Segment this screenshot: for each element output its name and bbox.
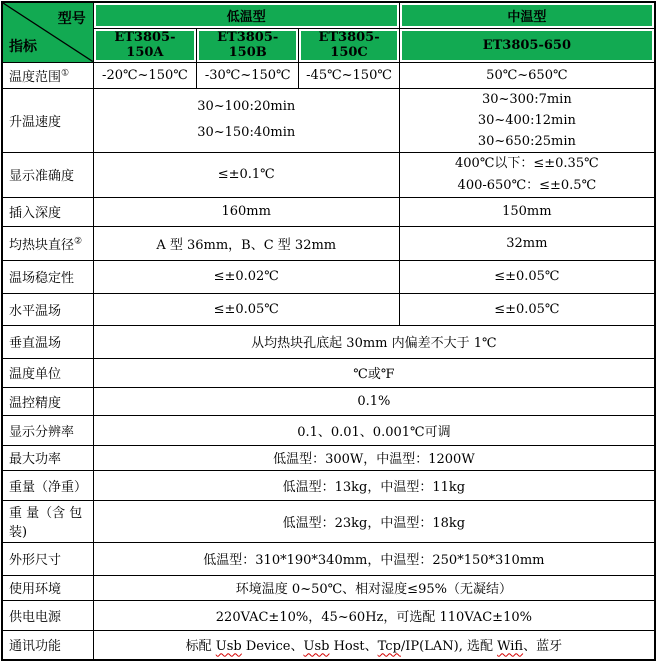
group-header-mid-temp: 中温型 [399,2,655,28]
row-label-temp-range: 温度范围① [2,62,93,88]
cell-display-accuracy-mid: 400℃以下：≤±0.35℃ 400-650℃：≤±0.5℃ [399,152,655,197]
cell-temp-range-150a: -20℃~150℃ [93,62,196,88]
cell-heating-rate-mid: 30~300:7min 30~400:12min 30~650:25min [399,88,655,152]
cell-horizontal-field-mid: ≤±0.05℃ [399,293,655,325]
table-row-block-diameter [2,226,655,260]
row-label-max-power: 最大功率 [2,445,93,470]
spec-table [1,1,656,661]
table-row-horizontal-field [2,293,655,325]
table-row-weight-packed [2,500,655,542]
table-row-vertical-field [2,325,655,358]
table-row-temp-unit [2,358,655,387]
row-label-weight-net: 重量（净重） [2,470,93,500]
table-row-communication [2,630,655,660]
cell-communication: 标配 Usb Device、Usb Host、Tcp/IP(LAN), 选配 Wifi、蓝牙 [93,630,655,660]
spellcheck-word: Usb [215,639,242,655]
table-row-insertion-depth [2,197,655,226]
table-row-max-power [2,445,655,470]
header-row-groups [2,2,655,28]
cell-field-stability-mid: ≤±0.05℃ [399,260,655,293]
model-header-150a: ET3805-150A [93,28,196,62]
row-label-environment: 使用环境 [2,575,93,600]
cell-environment: 环境温度 0~50℃、相对湿度≤95%（无凝结） [93,575,655,600]
footnote-mark-1: ① [61,68,70,79]
corner-cell [2,2,93,62]
header-row-models [2,28,655,62]
model-header-650: ET3805-650 [399,28,655,62]
row-label-weight-packed: 重 量（含 包 装) [2,500,93,542]
cell-heating-rate-low: 30~100:20min 30~150:40min [93,88,399,152]
row-label-communication: 通讯功能 [2,630,93,660]
cell-temp-range-150c: -45℃~150℃ [299,62,399,88]
cell-insertion-depth-mid: 150mm [399,197,655,226]
table-row-temp-range [2,62,655,88]
cell-block-diameter-mid: 32mm [399,226,655,260]
cell-vertical-field: 从均热块孔底起 30mm 内偏差不大于 1℃ [93,325,655,358]
cell-temp-range-150b: -30℃~150℃ [197,62,299,88]
cell-power-supply: 220VAC±10%，45~60Hz，可选配 110VAC±10% [93,600,655,630]
row-label-vertical-field: 垂直温场 [2,325,93,358]
table-row-display-accuracy [2,152,655,197]
table-row-dimensions [2,542,655,575]
cell-dimensions: 低温型：310*190*340mm，中温型：250*150*310mm [93,542,655,575]
cell-weight-packed: 低温型：23kg，中温型：18kg [93,500,655,542]
spellcheck-word: Wifi [497,639,524,655]
row-label-control-precision: 温控精度 [2,387,93,415]
row-label-field-stability: 温场稳定性 [2,260,93,293]
cell-block-diameter-low: A 型 36mm，B、C 型 32mm [93,226,399,260]
group-header-low-temp: 低温型 [93,2,399,28]
row-label-display-resolution: 显示分辨率 [2,415,93,445]
table-row-weight-net [2,470,655,500]
row-label-dimensions: 外形尺寸 [2,542,93,575]
cell-display-resolution: 0.1、0.01、0.001℃可调 [93,415,655,445]
cell-display-accuracy-low: ≤±0.1℃ [93,152,399,197]
footnote-mark-2: ② [74,236,83,247]
row-label-display-accuracy: 显示准确度 [2,152,93,197]
table-row-field-stability [2,260,655,293]
row-label-insertion-depth: 插入深度 [2,197,93,226]
row-label-temp-unit: 温度单位 [2,358,93,387]
row-label-heating-rate: 升温速度 [2,88,93,152]
spellcheck-word: Usb [303,639,330,655]
cell-control-precision: 0.1% [93,387,655,415]
cell-temp-range-650: 50℃~650℃ [399,62,655,88]
corner-label-index: 指标 [9,38,37,55]
row-label-horizontal-field: 水平温场 [2,293,93,325]
model-header-150b: ET3805-150B [197,28,299,62]
cell-horizontal-field-low: ≤±0.05℃ [93,293,399,325]
table-row-power-supply [2,600,655,630]
corner-label-model: 型号 [57,11,86,27]
row-label-block-diameter: 均热块直径② [2,226,93,260]
model-header-150c: ET3805-150C [299,28,399,62]
cell-insertion-depth-low: 160mm [93,197,399,226]
cell-weight-net: 低温型：13kg，中温型：11kg [93,470,655,500]
table-row-heating-rate [2,88,655,152]
spellcheck-word: Tcp [377,639,401,655]
row-label-power-supply: 供电电源 [2,600,93,630]
table-row-environment [2,575,655,600]
table-row-control-precision [2,387,655,415]
cell-max-power: 低温型：300W，中温型：1200W [93,445,655,470]
cell-field-stability-low: ≤±0.02℃ [93,260,399,293]
cell-temp-unit: ℃或℉ [93,358,655,387]
table-row-display-resolution [2,415,655,445]
